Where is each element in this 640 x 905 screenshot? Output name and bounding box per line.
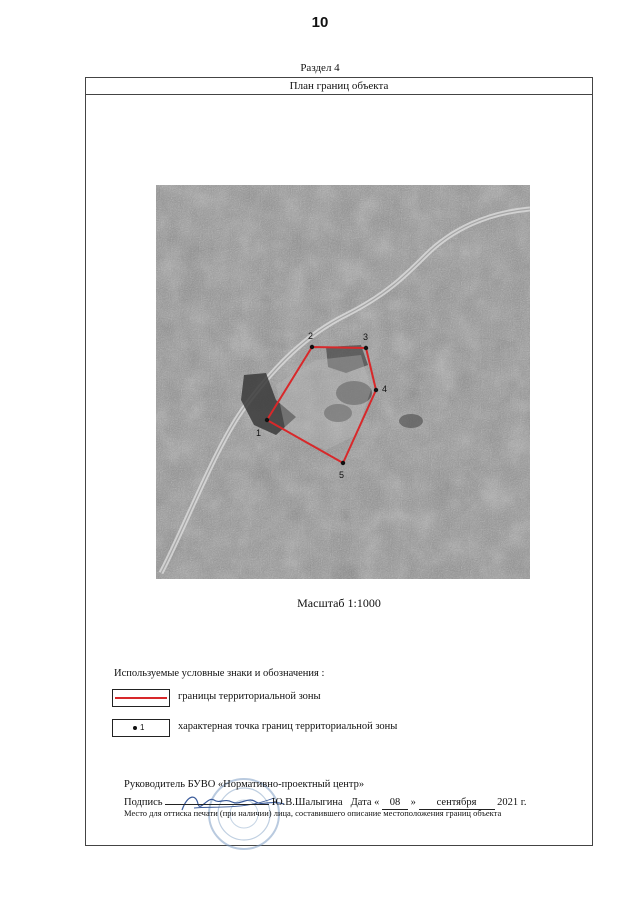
point-1-label: 1 — [256, 428, 262, 438]
legend-dot-label: 1 — [140, 723, 145, 732]
date-close: » — [410, 797, 416, 808]
point-5-marker — [341, 461, 345, 465]
legend-symbol-red-line — [112, 689, 170, 707]
legend-symbol-dot — [112, 719, 170, 737]
page-number: 10 — [311, 14, 329, 31]
legend-text-boundary: границы территориальной зоны — [178, 691, 321, 702]
date-label: Дата « — [350, 797, 380, 808]
aerial-map — [156, 185, 530, 579]
dot-icon — [133, 726, 137, 730]
legend-title: Используемые условные знаки и обозначения : — [114, 668, 325, 679]
frame-title: План границ объекта — [86, 78, 592, 95]
dark-patch-east — [399, 414, 423, 428]
point-5-label: 5 — [339, 470, 345, 480]
legend-text-point: характерная точка границ территориальной зоны — [178, 721, 398, 732]
footer — [124, 778, 584, 820]
date-year: 2021 г. — [497, 797, 527, 808]
point-4-marker — [374, 388, 378, 392]
section-label: Раздел 4 — [300, 62, 340, 74]
point-2-marker — [310, 345, 314, 349]
point-2-label: 2 — [308, 331, 314, 341]
map-svg — [156, 185, 530, 579]
date-day: 08 — [382, 797, 408, 810]
point-1-marker — [265, 418, 269, 422]
red-line-icon — [115, 697, 167, 699]
signature-label: Подпись — [124, 797, 163, 808]
footer-signature-line — [124, 792, 584, 806]
document-frame — [85, 77, 593, 846]
date-month: сентября — [419, 797, 495, 810]
signer-name: Ю.В.Шалыгина — [271, 797, 343, 808]
point-3-marker — [364, 346, 368, 350]
point-3-label: 3 — [363, 332, 369, 342]
footer-organization: Руководитель БУВО «Нормативно-проектный центр» — [124, 779, 365, 790]
point-4-label: 4 — [382, 384, 388, 394]
signature-field — [165, 792, 269, 805]
map-scale: Масштаб 1:1000 — [297, 596, 381, 610]
footer-stamp-note: Место для оттиска печати (при наличии) лица, составившего описание местоположения границ объекта — [124, 808, 502, 818]
